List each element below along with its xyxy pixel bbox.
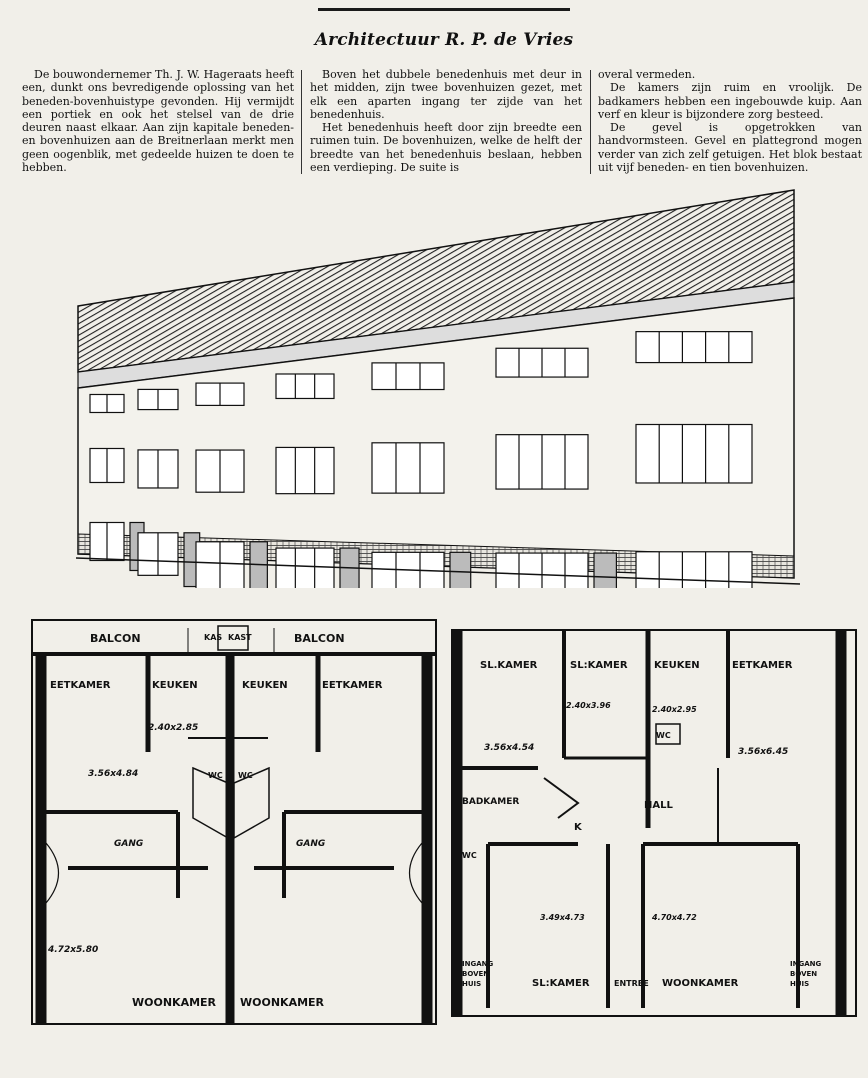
facade-illustration bbox=[76, 186, 800, 588]
article-column-2 bbox=[310, 68, 582, 174]
dimension-label: 2.40x2.95 bbox=[652, 705, 697, 714]
dimension-label: 4.70x4.72 bbox=[652, 913, 697, 922]
facade-window bbox=[372, 443, 444, 493]
dimension-label: 2.40x3.96 bbox=[566, 701, 611, 710]
room-label: WOONKAMER bbox=[132, 996, 217, 1009]
room-label: INGANG bbox=[790, 960, 822, 968]
room-label: BALCON bbox=[90, 632, 141, 645]
room-label: KEUKEN bbox=[152, 680, 198, 691]
dimension-label: 3.49x4.73 bbox=[540, 913, 585, 922]
room-label: EETKAMER bbox=[732, 660, 793, 671]
paragraph: De gevel is opgetrokken van handvormsteen. Gevel en plattegrond mogen verder van zich zelf getuigen. Het blok bestaat uit vijf beneden- en tien bovenhuizen. bbox=[598, 121, 862, 175]
room-label: BOVEN bbox=[462, 970, 490, 978]
room-label: SL.KAMER bbox=[480, 660, 538, 671]
room-label: WC bbox=[462, 851, 477, 860]
facade-window bbox=[276, 447, 334, 493]
column-divider bbox=[301, 70, 302, 174]
room-label: SL:KAMER bbox=[570, 660, 628, 671]
room-label: ENTREE bbox=[614, 979, 649, 988]
facade-window bbox=[636, 425, 752, 483]
room-label: KEUKEN bbox=[654, 660, 700, 671]
room-label: KAS bbox=[204, 633, 223, 642]
room-label: WOONKAMER bbox=[240, 996, 325, 1009]
room-label: BADKAMER bbox=[462, 797, 520, 807]
room-label: BALCON bbox=[294, 632, 345, 645]
room-label: GANG bbox=[296, 839, 326, 849]
facade-window bbox=[276, 548, 334, 588]
dimension-label: 3.56x4.54 bbox=[484, 743, 535, 753]
room-label: HUIS bbox=[790, 980, 810, 988]
room-label: EETKAMER bbox=[50, 680, 111, 691]
paragraph: Het benedenhuis heeft door zijn breedte een ruimen tuin. De bovenhuizen, welke de helft der breedte van het benedenhuis beslaan, hebben een verdieping. De suite is bbox=[310, 121, 582, 175]
paragraph: overal vermeden. bbox=[598, 68, 696, 81]
facade-window bbox=[276, 374, 334, 398]
room-label: BOVEN bbox=[790, 970, 818, 978]
room-label: EETKAMER bbox=[322, 680, 383, 691]
facade-window bbox=[372, 363, 444, 390]
dimension-label: 2.40x2.85 bbox=[148, 723, 199, 733]
room-label: HUIS bbox=[462, 980, 482, 988]
room-label: GANG bbox=[114, 839, 144, 849]
room-label: WC bbox=[238, 771, 253, 780]
room-label: KAST bbox=[228, 633, 252, 642]
room-label: INGANG bbox=[462, 960, 494, 968]
room-label: WC bbox=[208, 771, 223, 780]
article-title: Architectuur R. P. de Vries bbox=[314, 30, 574, 50]
room-label: KEUKEN bbox=[242, 680, 288, 691]
header-rule bbox=[318, 8, 570, 11]
article-column-3 bbox=[598, 68, 862, 174]
room-label: SL:KAMER bbox=[532, 978, 590, 989]
room-label: WOONKAMER bbox=[662, 978, 739, 989]
column-divider bbox=[590, 70, 591, 174]
plan-ground-floor bbox=[28, 618, 440, 1028]
dimension-label: 4.72x5.80 bbox=[48, 945, 99, 955]
dimension-label: 3.56x4.84 bbox=[88, 769, 139, 779]
facade-window bbox=[636, 552, 752, 588]
facade-window bbox=[636, 332, 752, 363]
room-label: WC bbox=[656, 731, 671, 740]
dimension-label: 3.56x6.45 bbox=[738, 747, 789, 757]
paragraph: De bouwondernemer Th. J. W. Hageraats heeft een, dunkt ons bevredigende oplossing van het beneden-bovenhuistype gevonden. Hij vermijdt een portiek en ook het stelsel van de drie deuren naast elkaar. Aan zijn kapitale beneden- en bovenhuizen aan de Breitnerlaan merkt men geen oogenblik, met gedeelde huizen te doen te hebben. bbox=[22, 68, 294, 175]
facade-door bbox=[594, 553, 616, 588]
room-label: HALL bbox=[644, 800, 673, 811]
paragraph: Boven het dubbele benedenhuis met deur in het midden, zijn twee bovenhuizen gezet, met elk een aparten ingang ter zijde van het benedenhuis. bbox=[310, 68, 582, 121]
plan-upper-floor bbox=[448, 618, 860, 1028]
facade-door bbox=[450, 552, 471, 588]
article-column-1 bbox=[22, 68, 294, 174]
paragraph: De kamers zijn ruim en vroolijk. De badkamers hebben een ingebouwde kuip. Aan verf en kleur is bijzondere zorg besteed. bbox=[598, 81, 862, 121]
room-label: K bbox=[574, 822, 582, 833]
